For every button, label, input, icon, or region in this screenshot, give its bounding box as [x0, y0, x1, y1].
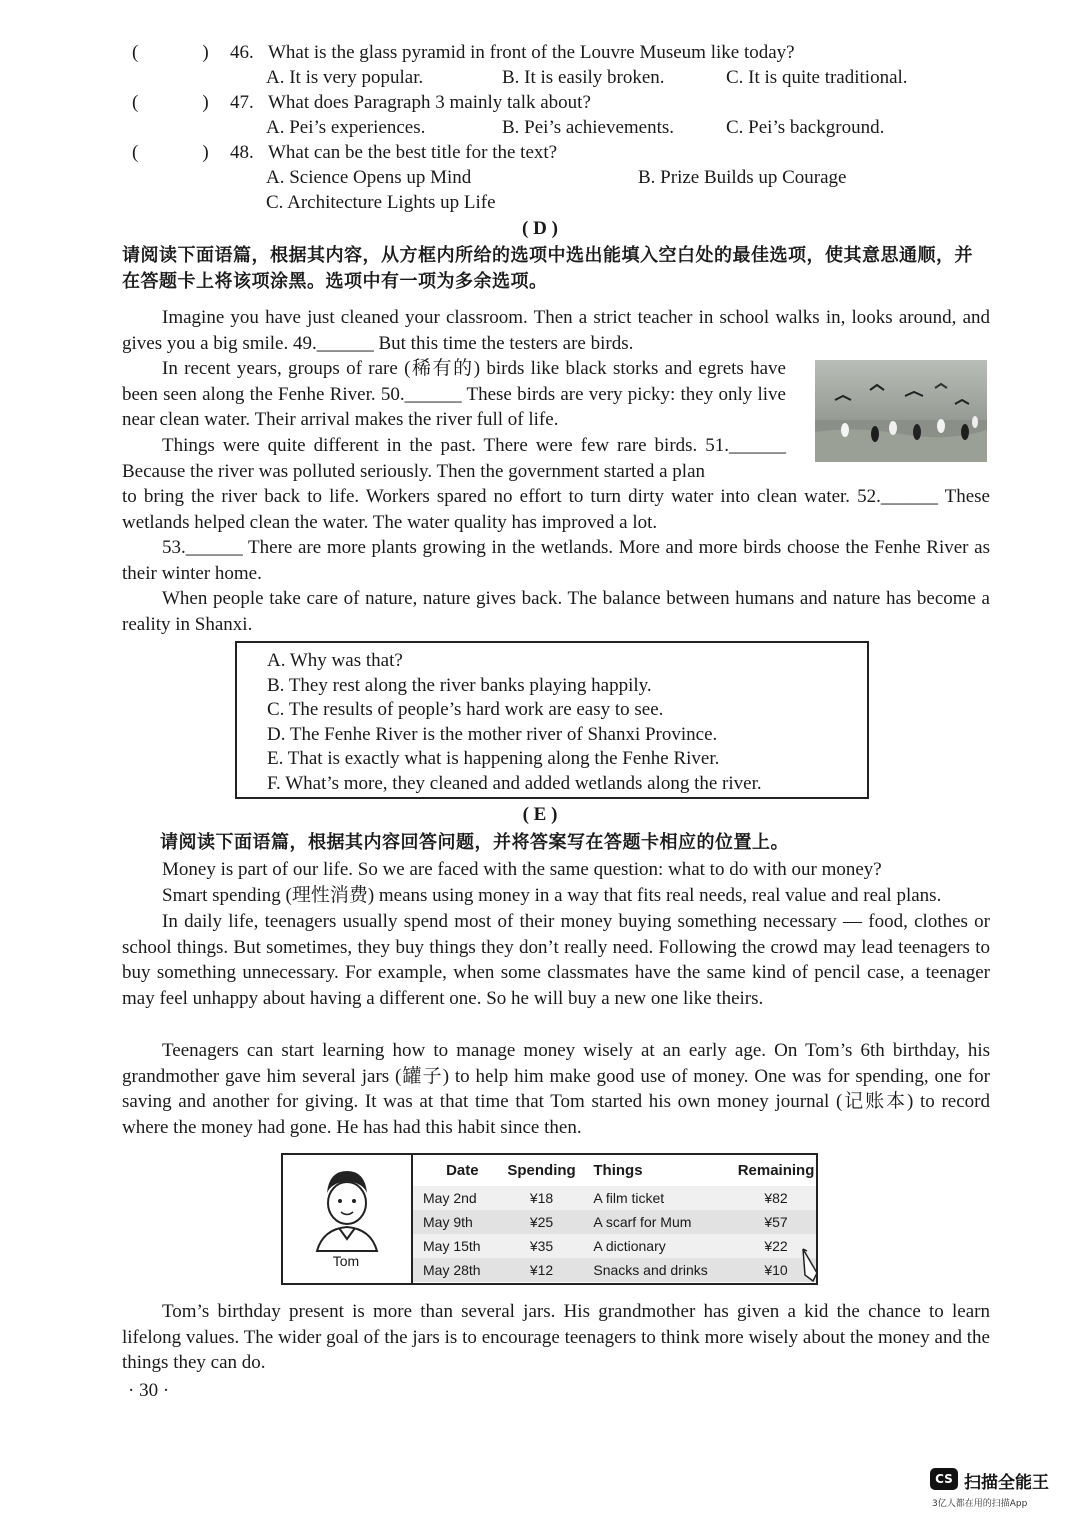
column-header: Remaining: [737, 1162, 815, 1179]
watermark-tagline: 3亿人都在用的扫描App: [932, 1499, 1028, 1509]
section-d-paragraph-3a: Things were quite different in the past. There were few rare birds. 51.______ Because the river was polluted seriously. Then the government started a plan: [122, 435, 786, 482]
answer-paren-close: ): [202, 142, 209, 163]
section-e-instruction: 请阅读下面语篇，根据其内容回答问题，并将答案写在答题卡相应的位置上。: [160, 832, 789, 853]
money-journal: [281, 1153, 818, 1285]
answer-paren-open: (: [132, 142, 139, 163]
section-d-paragraph-5: When people take care of nature, nature gives back. The balance between humans and nature has become a reality in Shanxi.: [122, 588, 990, 635]
section-e-title: ( E ): [522, 804, 558, 825]
section-e-paragraph-1: Money is part of our life. So we are faced with the same question: what to do with our money?: [162, 859, 882, 880]
date-cell: May 2nd: [413, 1186, 502, 1210]
question-text: What can be the best title for the text?: [268, 142, 558, 163]
things-cell: A film ticket: [581, 1186, 736, 1210]
question-47: [132, 90, 591, 115]
section-d-title: ( D ): [522, 218, 558, 239]
table-row: [413, 1210, 816, 1234]
section-e-paragraph-3: In daily life, teenagers usually spend most of their money buying something necessary — food, clothes or school things. But sometimes, they buy things they don’t really need. Following the crowd may lead teenagers to buy something unnecessary. For example, when some classmates have the same kind of pencil case, a teenager may feel unhappy about having a different one. So he will buy a new one like theirs.: [122, 911, 990, 1009]
option-item: B. They rest along the river banks playing happily.: [267, 674, 652, 696]
pencil-icon: [799, 1247, 821, 1283]
table-header-row: [413, 1155, 816, 1186]
option-item: C. The results of people’s hard work are easy to see.: [267, 699, 664, 720]
things-cell: A dictionary: [581, 1234, 736, 1258]
option-c: C. It is quite traditional.: [726, 67, 908, 88]
question-48: [132, 140, 557, 165]
question-text: What is the glass pyramid in front of the Louvre Museum like today?: [268, 42, 795, 63]
section-d-paragraph-1: Imagine you have just cleaned your classroom. Then a strict teacher in school walks in, looks around, and gives you a big smile. 49.______ But this time the testers are birds.: [122, 307, 990, 354]
page-number: · 30 ·: [128, 1380, 170, 1401]
cs-logo-icon: CS: [930, 1468, 958, 1490]
section-d-instruction: 请阅读下面语篇，根据其内容，从方框内所给的选项中选出能填入空白处的最佳选项，使其意思通顺，并在答题卡上将该项涂黑。选项中有一项为多余选项。: [122, 245, 973, 292]
date-cell: May 9th: [413, 1210, 502, 1234]
table-row: [413, 1186, 816, 1210]
answer-paren-open: (: [132, 42, 139, 63]
option-item: A. Why was that?: [267, 650, 403, 671]
option-item: D. The Fenhe River is the mother river of Shanxi Province.: [267, 723, 718, 745]
birds-photo: [815, 360, 987, 462]
question-number: 48.: [230, 142, 254, 163]
remaining-cell: ¥22: [736, 1234, 816, 1258]
watermark-app-name: 扫描全能王: [964, 1473, 1049, 1493]
column-header: Spending: [507, 1162, 576, 1179]
journal-table: [413, 1155, 816, 1282]
question-number: 47.: [230, 92, 254, 113]
remaining-cell: ¥82: [736, 1186, 816, 1210]
spending-cell: ¥18: [502, 1186, 582, 1210]
remaining-cell: ¥57: [736, 1210, 816, 1234]
question-46: [132, 40, 795, 65]
option-c: C. Architecture Lights up Life: [266, 192, 496, 213]
person-name: Tom: [332, 1253, 360, 1269]
section-e-paragraph-2: Smart spending (理性消费) means using money in a way that fits real needs, real value and real plans.: [162, 885, 942, 906]
question-number: 46.: [230, 42, 254, 63]
section-d-paragraph-3b: to bring the river back to life. Workers spared no effort to turn dirty water into clean water. 52.______ These wetlands helped clean the water. The water quality has improved a lot.: [122, 486, 990, 533]
option-b: B. Prize Builds up Courage: [638, 167, 847, 188]
things-cell: Snacks and drinks: [581, 1258, 736, 1282]
option-b: B. Pei’s achievements.: [502, 117, 675, 138]
things-cell: A scarf for Mum: [581, 1210, 736, 1234]
spending-cell: ¥25: [502, 1210, 582, 1234]
option-item: E. That is exactly what is happening along the Fenhe River.: [267, 748, 720, 769]
column-header: Date: [446, 1162, 479, 1179]
date-cell: May 28th: [413, 1258, 502, 1282]
section-d-paragraph-2: In recent years, groups of rare (稀有的) birds like black storks and egrets have been seen along the Fenhe River. 50.______ These birds are very picky: they only live near clean water. Their arrival makes the river full of life.: [122, 358, 786, 430]
option-c: C. Pei’s background.: [726, 117, 885, 138]
option-a: A. Science Opens up Mind: [266, 167, 472, 188]
answer-paren-close: ): [202, 92, 209, 113]
answer-paren-close: ): [202, 42, 209, 63]
section-e-paragraph-4: Teenagers can start learning how to manage money wisely at an early age. On Tom’s 6th birthday, his grandmother gave him several jars (罐子) to help him make good use of money. One was for spending, one for saving and another for giving. It was at that time that Tom started his own money journal (记账本) to record where the money had gone. He has had this habit since then.: [122, 1040, 990, 1138]
option-item: F. What’s more, they cleaned and added wetlands along the river.: [267, 772, 762, 794]
scanner-watermark: [930, 1466, 1060, 1516]
option-a: A. It is very popular.: [266, 67, 424, 88]
question-text: What does Paragraph 3 mainly talk about?: [268, 92, 591, 113]
section-d-paragraph-4: 53.______ There are more plants growing in the wetlands. More and more birds choose the Fenhe River as their winter home.: [122, 537, 990, 584]
column-header: Things: [593, 1162, 643, 1179]
spending-cell: ¥35: [502, 1234, 582, 1258]
option-b: B. It is easily broken.: [502, 67, 665, 88]
section-e-paragraph-5: Tom’s birthday present is more than several jars. His grandmother has given a kid the chance to learn lifelong values. The wider goal of the jars is to encourage teenagers to think more wisely about the money and the things they can do.: [122, 1301, 990, 1373]
tom-illustration: [283, 1155, 413, 1283]
table-row: [413, 1258, 816, 1282]
date-cell: May 15th: [413, 1234, 502, 1258]
spending-cell: ¥12: [502, 1258, 582, 1282]
option-a: A. Pei’s experiences.: [266, 117, 426, 138]
remaining-cell: ¥10: [736, 1258, 816, 1282]
table-row: [413, 1234, 816, 1258]
answer-options-box: [235, 641, 869, 799]
answer-paren-open: (: [132, 92, 139, 113]
